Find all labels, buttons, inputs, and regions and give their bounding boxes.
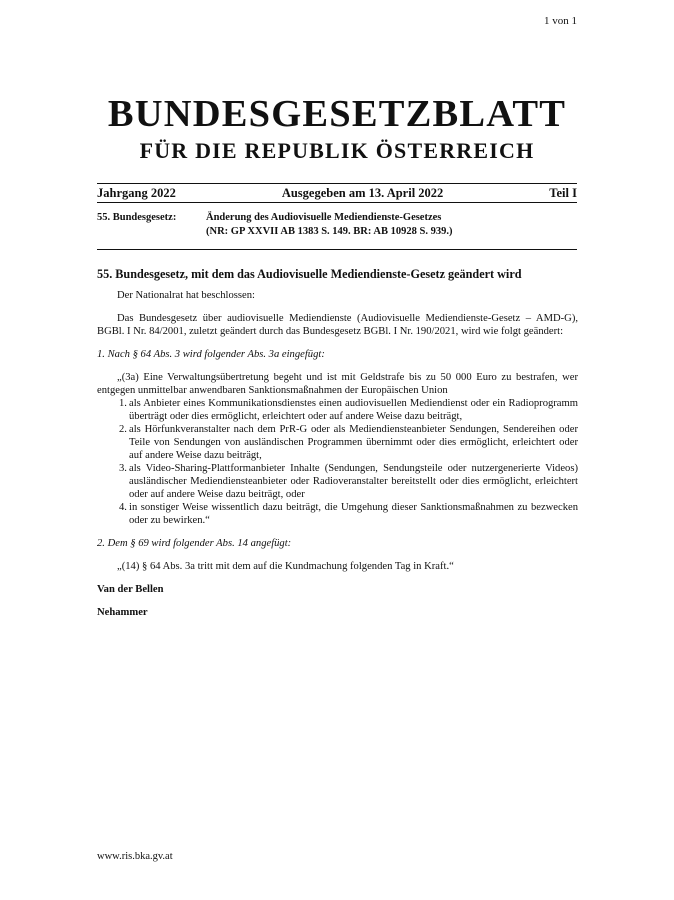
list-item-text: als Video-Sharing-Plattformanbieter Inhalte (Sendungen, Sendungsteile oder nutzergenerierte Videos) ausländischer Mediendiensteanbieter oder Radioveranstalter bereitstellt oder dies ermöglicht, erleichtert oder auf andere Weise dazu beiträgt, oder xyxy=(129,463,578,500)
law-body xyxy=(97,268,578,619)
resolution-text: Der Nationalrat hat beschlossen: xyxy=(117,290,255,301)
table-of-contents xyxy=(97,211,577,239)
amendment-1-text: „(3a) Eine Verwaltungsübertretung begeht und ist mit Geldstrafe bis zu 50 000 Euro zu bestrafen, wer entgegen unmittelbar anwendbaren Sanktionsmaßnahmen der Europäischen Union xyxy=(97,372,578,396)
offense-list xyxy=(97,397,578,527)
amendment-2-text: „(14) § 64 Abs. 3a tritt mit dem auf die Kundmachung folgenden Tag in Kraft.“ xyxy=(117,561,454,572)
issue-part: Teil I xyxy=(549,186,577,200)
list-item-number: 1. xyxy=(119,398,127,409)
page-number: 1 von 1 xyxy=(544,15,577,27)
issue-bar xyxy=(97,183,577,203)
signature-chancellor: Nehammer xyxy=(97,607,148,618)
issue-date: Ausgegeben am 13. April 2022 xyxy=(281,186,444,200)
amendment-1-title: 1. Nach § 64 Abs. 3 wird folgender Abs. 3a eingefügt: xyxy=(97,349,325,360)
toc-entry-reference: (NR: GP XXVII AB 1383 S. 149. BR: AB 10928 S. 939.) xyxy=(206,226,453,237)
gazette-title: BUNDESGESETZBLATT xyxy=(107,93,567,135)
law-heading: 55. Bundesgesetz, mit dem das Audiovisuelle Mediendienste-Gesetz geändert wird xyxy=(97,267,522,281)
intro-paragraph: Das Bundesgesetz über audiovisuelle Mediendienste (Audiovisuelle Mediendienste-Gesetz – AMD-G), BGBl. I Nr. 84/2001, zuletzt geändert durch das Bundesgesetz BGBl. I Nr. 190/2021, wird wie folgt geändert: xyxy=(97,313,578,337)
masthead xyxy=(0,92,674,164)
section-divider xyxy=(97,249,577,250)
list-item-number: 2. xyxy=(119,424,127,435)
amendment-2-title: 2. Dem § 69 wird folgender Abs. 14 angefügt: xyxy=(97,538,292,549)
signature-president: Van der Bellen xyxy=(97,584,164,595)
list-item-number: 4. xyxy=(119,502,127,513)
list-item xyxy=(97,501,578,527)
list-item-text: als Anbieter eines Kommunikationsdienstes einen audiovisuellen Mediendienst oder ein Radioprogramm überträgt oder dies ermöglicht, erleichtert oder auf andere Weise dazu beiträgt, xyxy=(129,398,578,422)
list-item xyxy=(97,423,578,462)
list-item xyxy=(97,462,578,501)
list-item-number: 3. xyxy=(119,463,127,474)
gazette-subtitle: FÜR DIE REPUBLIK ÖSTERREICH xyxy=(139,138,535,163)
toc-label: 55. Bundesgesetz: xyxy=(97,212,177,223)
footer-url: www.ris.bka.gv.at xyxy=(97,851,173,862)
toc-entry-title: Änderung des Audiovisuelle Mediendienste-Gesetzes xyxy=(206,212,442,223)
list-item-text: in sonstiger Weise wissentlich dazu beiträgt, die Umgehung dieser Sanktionsmaßnahmen zu bezwecken oder zu bewirken.“ xyxy=(129,502,578,526)
issue-year: Jahrgang 2022 xyxy=(97,186,176,200)
list-item xyxy=(97,397,578,423)
list-item-text: als Hörfunkveranstalter nach dem PrR-G oder als Mediendiensteanbieter Sendungen, Sendereihen oder Teile von Sendungen von ausländischen Programmen übernimmt oder dies ermöglicht, erleichtert oder auf andere Weise dazu beiträgt, xyxy=(129,424,578,461)
